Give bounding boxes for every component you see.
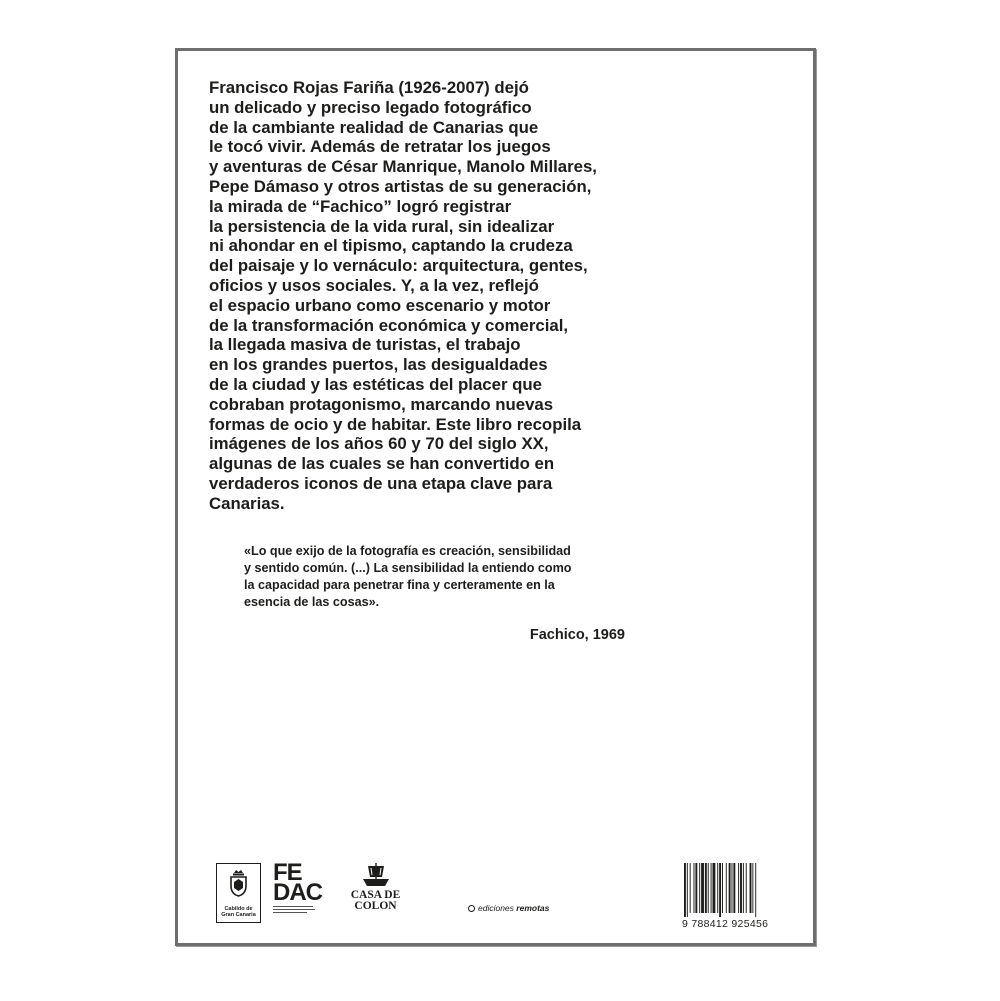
synopsis-line: formas de ocio y de habitar. Este libro recopila bbox=[209, 414, 582, 434]
synopsis-line: oficios y usos sociales. Y, a la vez, reflejó bbox=[209, 275, 539, 295]
casa-label-line: COLON bbox=[354, 900, 397, 912]
barcode-bar bbox=[738, 863, 739, 913]
synopsis-line: imágenes de los años 60 y 70 del siglo XX, bbox=[209, 434, 549, 454]
synopsis-text bbox=[209, 78, 769, 514]
fedac-mark-line: DAC bbox=[273, 879, 322, 906]
synopsis-line: un delicado y preciso legado fotográfico bbox=[209, 97, 532, 117]
synopsis-line: la mirada de “Fachico” logró registrar bbox=[209, 196, 512, 216]
fedac-mark-line: FE bbox=[273, 859, 302, 886]
isbn-digits: 9 788412 925456 bbox=[682, 918, 769, 930]
isbn-barcode bbox=[682, 863, 782, 933]
barcode-bar bbox=[690, 863, 691, 913]
barcode-bar bbox=[687, 863, 688, 917]
barcode-bar bbox=[752, 863, 753, 913]
quote-line: esencia de las cosas». bbox=[244, 595, 380, 609]
barcode-bar bbox=[750, 863, 752, 913]
barcode-bar bbox=[705, 863, 707, 913]
barcode-bar bbox=[732, 863, 733, 913]
barcode-bar bbox=[729, 863, 731, 913]
coat-of-arms-icon bbox=[228, 870, 249, 897]
ship-icon bbox=[361, 863, 391, 889]
quote-attribution: Fachico, 1969 bbox=[529, 627, 625, 643]
synopsis-line: cobraban protagonismo, marcando nuevas bbox=[209, 394, 554, 414]
synopsis-line: del paisaje y lo vernáculo: arquitectura, gentes, bbox=[209, 256, 588, 276]
synopsis-line: en los grandes puertos, las desigualdades bbox=[209, 355, 548, 375]
barcode-bar bbox=[701, 863, 704, 913]
casa-label-line: CASA DE bbox=[350, 889, 401, 901]
barcode-bar bbox=[722, 863, 723, 913]
barcode-bar bbox=[708, 863, 709, 913]
barcode-bar bbox=[733, 863, 735, 913]
barcode-icon bbox=[682, 863, 782, 917]
barcode-bar bbox=[684, 863, 686, 917]
barcode-bar bbox=[743, 863, 744, 913]
publisher-name: remotas bbox=[516, 903, 550, 913]
barcode-bar bbox=[695, 863, 697, 913]
cabildo-label-line: Gran Canaria bbox=[221, 912, 256, 918]
barcode-bar bbox=[740, 863, 742, 913]
synopsis-line: de la cambiante realidad de Canarias que bbox=[209, 117, 539, 137]
synopsis-line: Pepe Dámaso y otros artistas de su generación, bbox=[209, 176, 592, 196]
barcode-bar bbox=[711, 863, 712, 913]
fedac-logo bbox=[273, 859, 333, 923]
barcode-bar bbox=[755, 863, 756, 917]
quote-line: y sentido común. (...) La sensibilidad la entiendo como bbox=[244, 561, 572, 575]
barcode-bar bbox=[699, 863, 700, 913]
barcode-bar bbox=[694, 863, 695, 913]
synopsis-line: le tocó vivir. Además de retratar los juegos bbox=[209, 137, 551, 157]
synopsis-line: algunas de las cuales se han convertido en bbox=[209, 454, 555, 474]
barcode-bar bbox=[717, 863, 718, 913]
cabildo-label-line: Cabildo de bbox=[224, 906, 253, 912]
cabildo-logo bbox=[216, 863, 261, 923]
circle-icon bbox=[468, 905, 475, 912]
synopsis-line: verdaderos iconos de una etapa clave para bbox=[209, 473, 553, 493]
synopsis-line: de la ciudad y las estéticas del placer que bbox=[209, 374, 542, 394]
quote-line: la capacidad para penetrar fina y certeramente en la bbox=[244, 578, 555, 592]
barcode-bar bbox=[746, 863, 747, 913]
synopsis-line: la persistencia de la vida rural, sin idealizar bbox=[209, 216, 555, 236]
casa-de-colon-logo bbox=[348, 863, 403, 923]
synopsis-line: el espacio urbano como escenario y motor bbox=[209, 295, 551, 315]
synopsis-line: de la transformación económica y comercial, bbox=[209, 315, 569, 335]
publisher-prefix: ediciones bbox=[478, 903, 514, 913]
synopsis-line: la llegada masiva de turistas, el trabajo bbox=[209, 335, 521, 355]
fedac-fine-print bbox=[273, 906, 317, 915]
quote-text bbox=[244, 543, 664, 611]
back-cover bbox=[175, 48, 816, 946]
barcode-bar bbox=[719, 863, 721, 917]
synopsis-line: y aventuras de César Manrique, Manolo Millares, bbox=[209, 157, 597, 177]
synopsis-line: Francisco Rojas Fariña (1926-2007) dejó bbox=[209, 78, 529, 97]
barcode-bar bbox=[713, 863, 716, 913]
synopsis-line: ni ahondar en el tipismo, captando la crudeza bbox=[209, 236, 573, 256]
quote-line: «Lo que exijo de la fotografía es creación, sensibilidad bbox=[244, 544, 571, 558]
barcode-bar bbox=[726, 863, 727, 913]
ediciones-remotas-logo bbox=[468, 903, 549, 913]
synopsis-line: Canarias. bbox=[209, 493, 285, 513]
